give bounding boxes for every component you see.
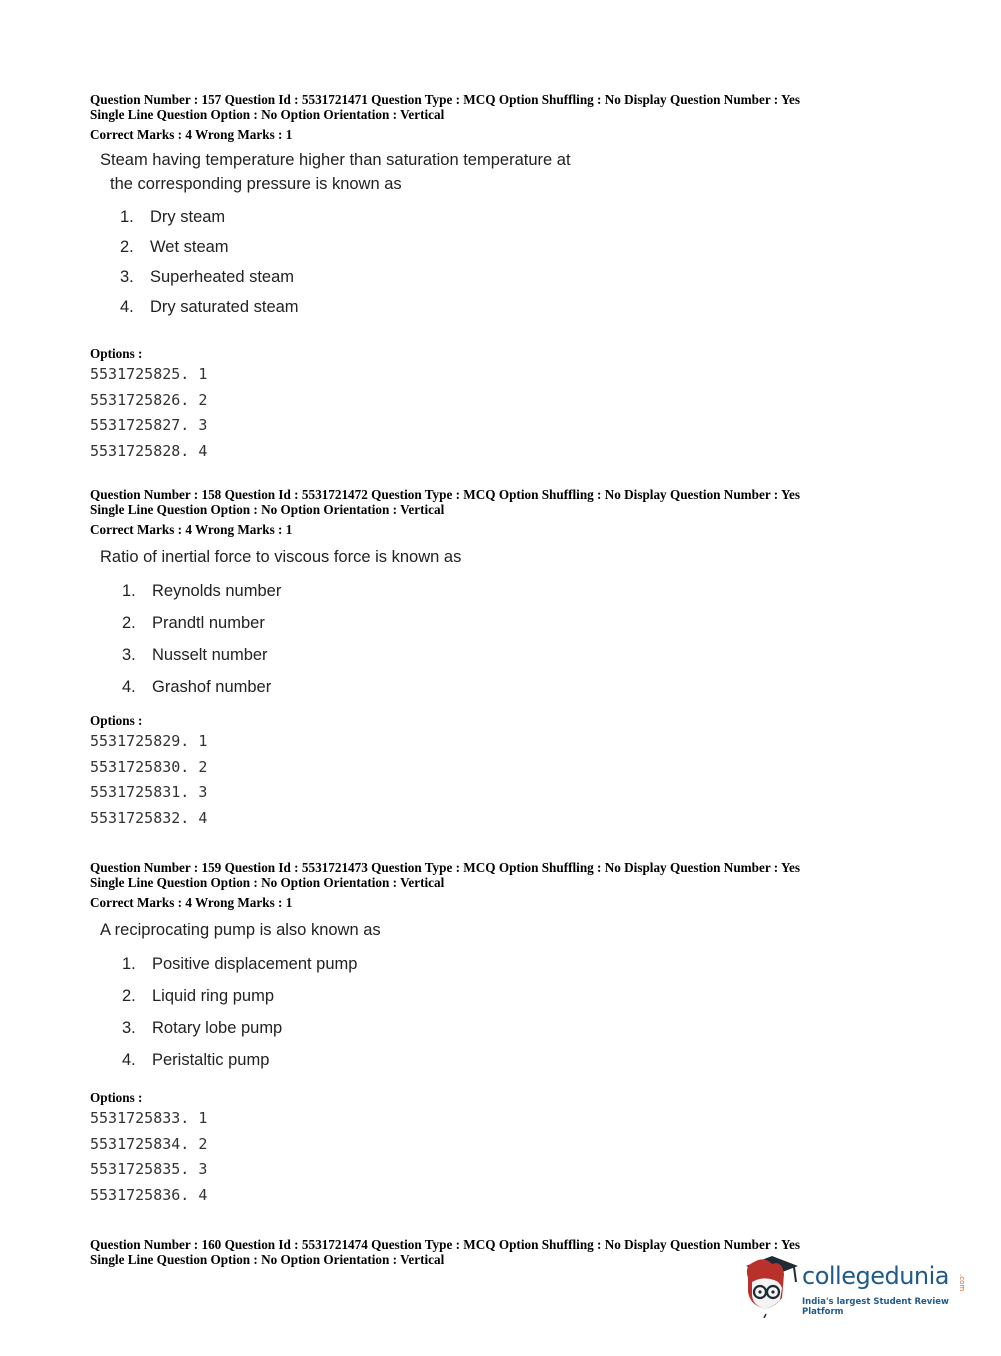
option-code: 5531725825. 1 [90,365,208,383]
answer-choice: 3. Superheated steam [120,267,295,286]
option-code: 5531725830. 2 [90,757,208,776]
question-body [90,545,970,703]
question-meta-line: Question Number : 158 Question Id : 5531721472 Question Type : MCQ Option Shuffling : No Display Question Number : Yes [90,487,800,502]
option-code: 5531725833. 1 [90,1109,208,1127]
question-marks: Correct Marks : 4 Wrong Marks : 1 [90,127,293,142]
brand-suffix: .com [958,1274,966,1292]
question-stem-line: Ratio of inertial force to viscous force is known as [100,548,462,566]
question-stem [100,918,970,942]
question-meta-line: Single Line Question Option : No Option Orientation : Vertical [90,875,445,890]
question-meta-line: Single Line Question Option : No Option Orientation : Vertical [90,502,445,517]
question-stem-line: Steam having temperature higher than saturation temperature at [100,151,571,169]
question-body [90,918,970,1076]
question-meta-line: Single Line Question Option : No Option Orientation : Vertical [90,1252,445,1267]
question-157 [90,92,970,464]
options-label: Options : [90,713,143,728]
option-code: 5531725826. 2 [90,390,208,409]
question-stem-line: A reciprocating pump is also known as [100,921,381,939]
answer-choices [122,948,970,1076]
answer-choice: 2. Prandtl number [122,613,265,632]
question-marks: Correct Marks : 4 Wrong Marks : 1 [90,522,293,537]
answer-choice: 1. Reynolds number [122,581,282,600]
question-meta-line: Question Number : 160 Question Id : 5531721474 Question Type : MCQ Option Shuffling : No Display Question Number : Yes [90,1237,800,1252]
answer-choice: 3. Nusselt number [122,645,268,664]
answer-choice: 1. Dry steam [120,207,226,226]
brand-tagline: India's largest Student Review Platform [802,1297,949,1317]
option-code: 5531725835. 3 [90,1160,208,1178]
answer-choice: 4. Peristaltic pump [122,1050,270,1069]
question-body [90,148,970,322]
option-code: 5531725831. 3 [90,783,208,801]
option-code: 5531725834. 2 [90,1134,208,1153]
collegedunia-logo [740,1252,980,1322]
answer-choice: 2. Liquid ring pump [122,986,274,1005]
option-code: 5531725829. 1 [90,732,208,750]
options-list [90,729,970,831]
question-stem [100,545,970,569]
option-code: 5531725836. 4 [90,1185,208,1204]
options-list [90,362,970,464]
question-158 [90,487,970,831]
answer-choice: 4. Grashof number [122,677,272,696]
options-label: Options : [90,346,143,361]
question-meta-line: Question Number : 157 Question Id : 5531721471 Question Type : MCQ Option Shuffling : No Display Question Number : Yes [90,92,800,107]
options-list [90,1106,970,1208]
option-code: 5531725832. 4 [90,808,208,827]
answer-choice: 4. Dry saturated steam [120,297,299,316]
question-159 [90,860,970,1208]
mascot-icon [740,1252,800,1318]
option-code: 5531725828. 4 [90,441,208,460]
brand-name: collegedunia [802,1262,950,1290]
answer-choice: 1. Positive displacement pump [122,954,358,973]
question-meta-line: Question Number : 159 Question Id : 5531721473 Question Type : MCQ Option Shuffling : No Display Question Number : Yes [90,860,800,875]
question-marks: Correct Marks : 4 Wrong Marks : 1 [90,895,293,910]
question-stem-line: the corresponding pressure is known as [110,175,402,193]
answer-choice: 2. Wet steam [120,237,229,256]
options-label: Options : [90,1090,143,1105]
question-meta-line: Single Line Question Option : No Option Orientation : Vertical [90,107,445,122]
question-stem [100,148,970,196]
option-code: 5531725827. 3 [90,416,208,434]
answer-choices [120,202,970,322]
answer-choices [122,575,970,703]
answer-choice: 3. Rotary lobe pump [122,1018,283,1037]
